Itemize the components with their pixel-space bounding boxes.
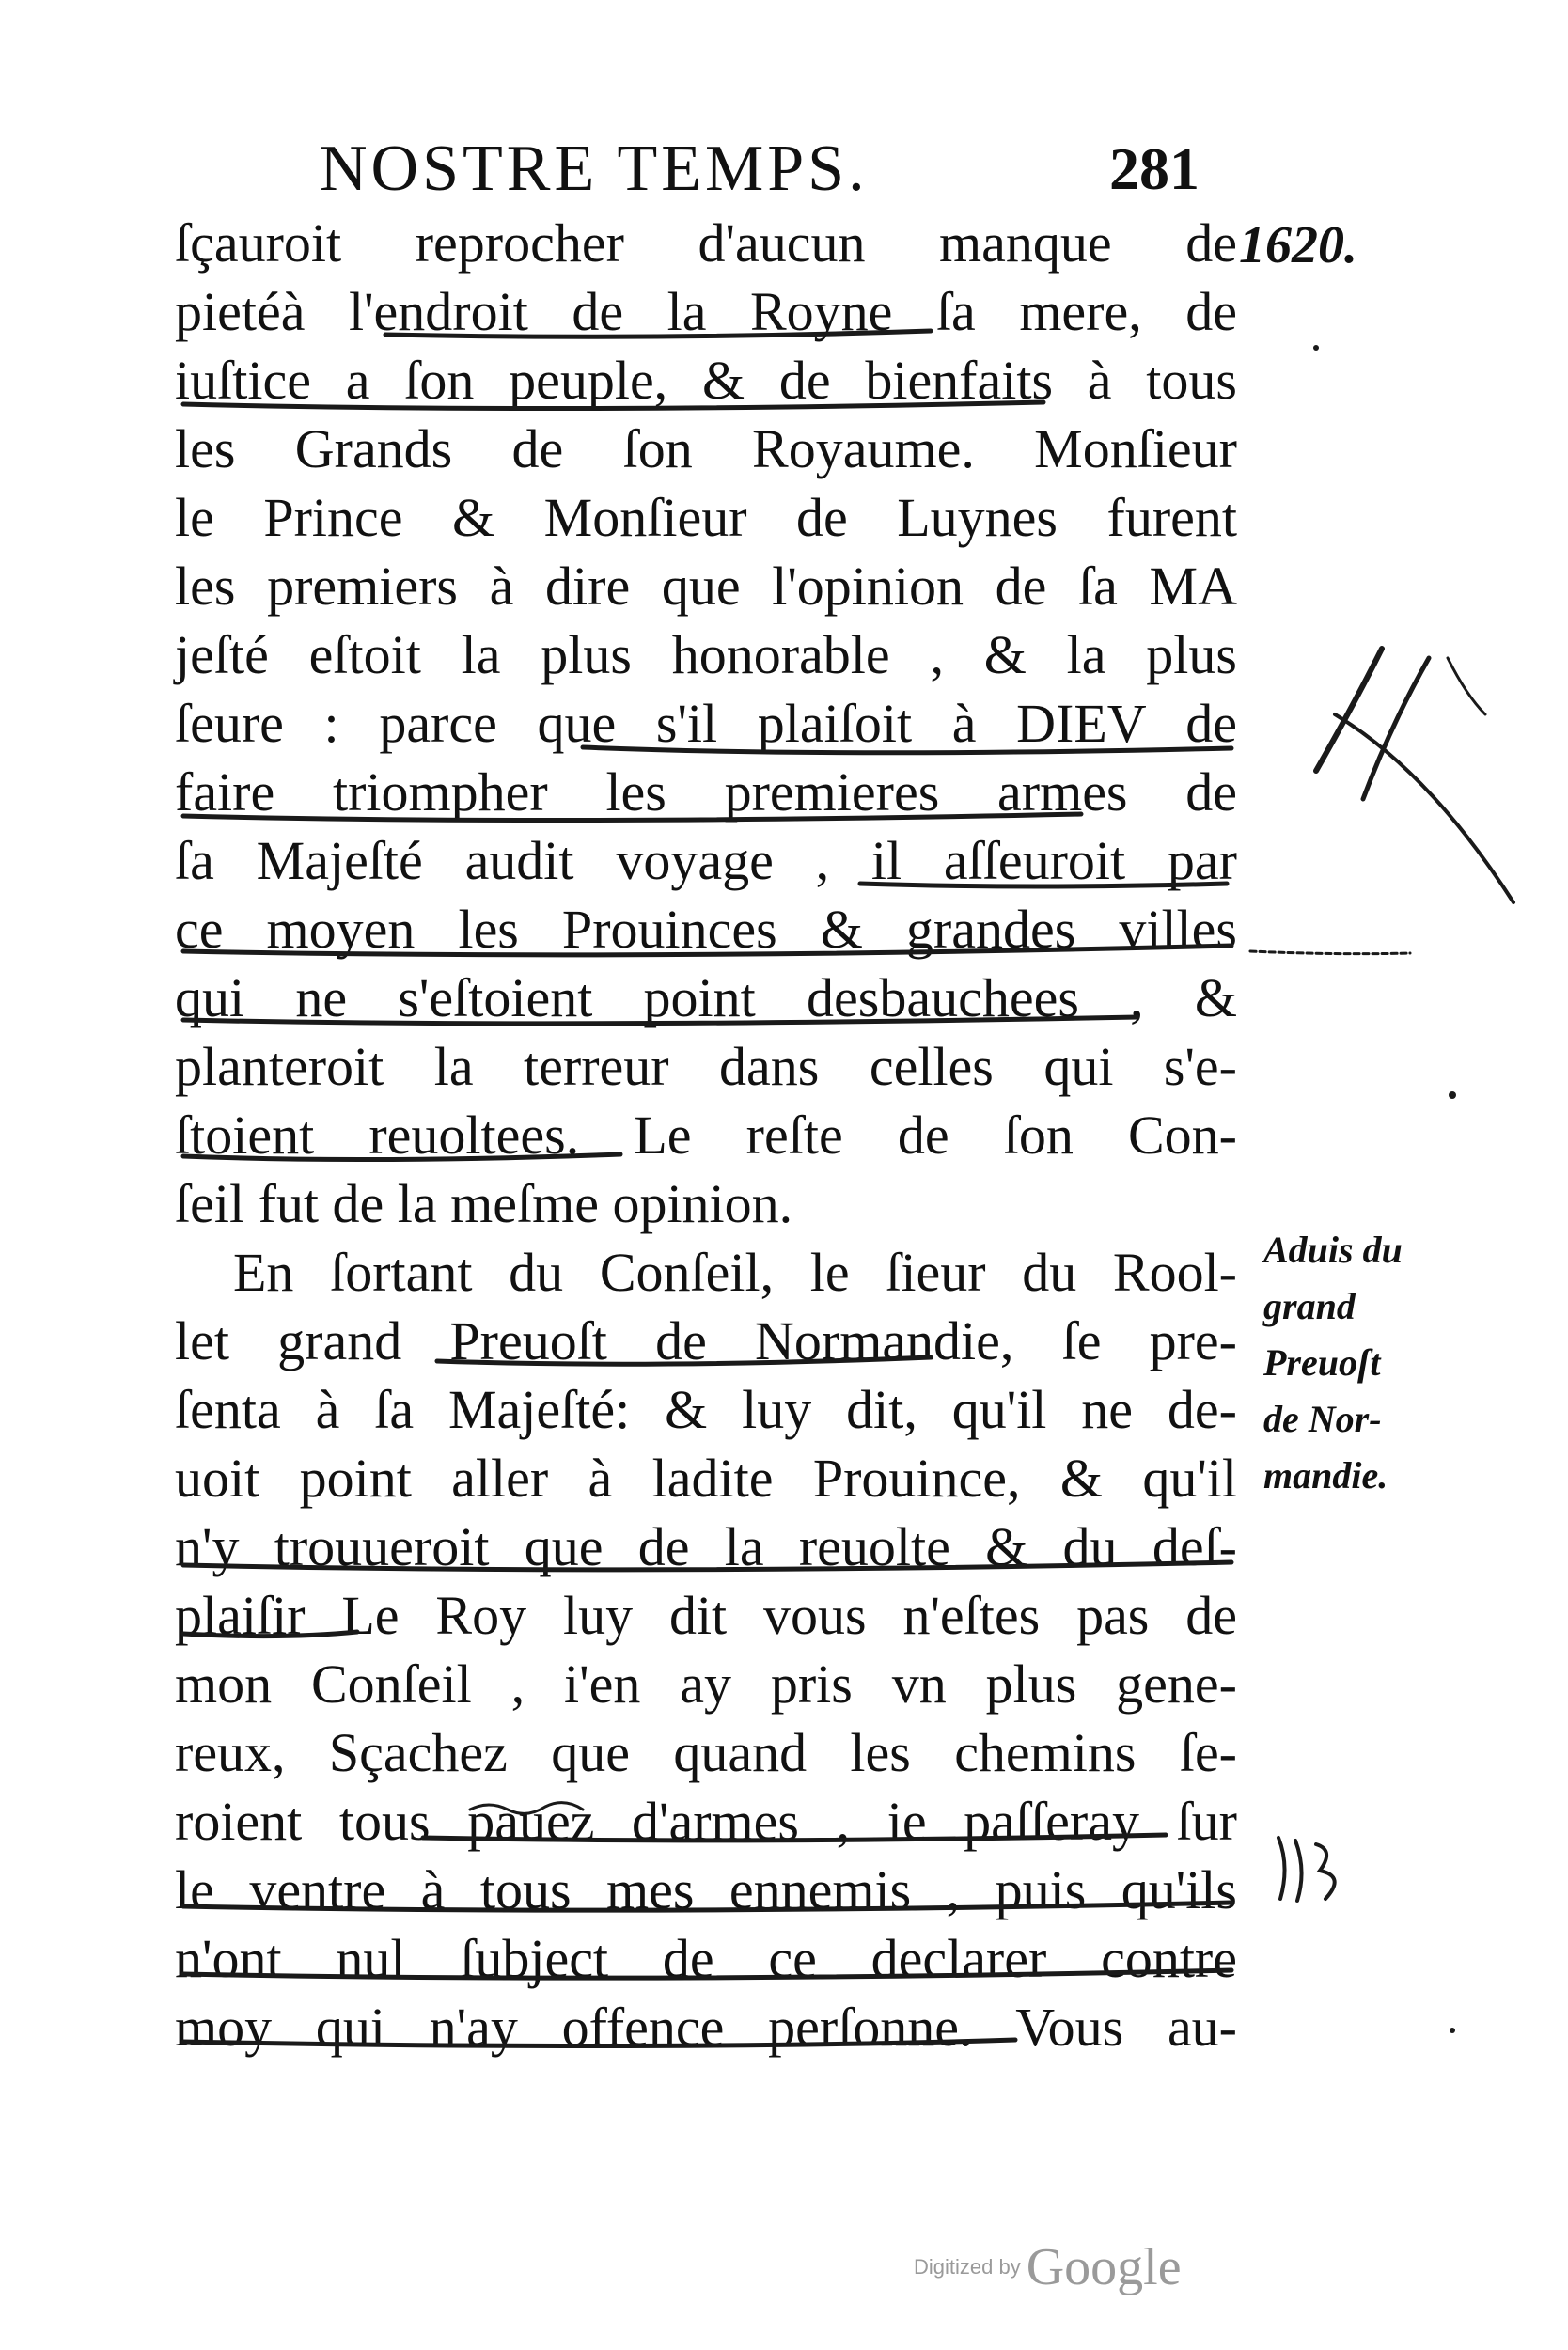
digitized-by-text: Digitized by [914,2255,1021,2279]
margin-cross-mark [1335,714,1513,902]
margin-dash [1250,951,1410,954]
text-line: ce moyen les Prouinces & grandes villes [175,899,1237,960]
margin-scribble [1278,1838,1335,1901]
margin-note-line: mandie. [1263,1454,1388,1496]
text-line: uoit point aller à ladite Prouince, & qu'il [175,1448,1237,1509]
margin-year: 1620. [1239,216,1357,274]
text-line: mon Conſeil , i'en ay pris vn plus gene- [175,1653,1237,1715]
stray-dot [1450,2028,1455,2033]
margin-note [1263,1222,1451,1504]
text-line: planteroit la terreur dans celles qui s'e- [175,1036,1237,1097]
text-line: le ventre à tous mes ennemis , puis qu'ils [175,1859,1237,1920]
text-line: n'y trouueroit que de la reuolte & du deſ- [175,1516,1237,1577]
text-line: ſçauroit reprocher d'aucun manque de [175,212,1237,274]
margin-note-line: grand [1263,1285,1356,1327]
page-number: 281 [1109,135,1200,202]
text-line: ſenta à ſa Majeſté: & luy dit, qu'il ne de- [175,1379,1237,1440]
text-line: jeſté eſtoit la plus honorable , & la plus [175,624,1237,685]
margin-cross-mark [1316,649,1382,771]
text-line: le Prince & Monſieur de Luynes furent [175,487,1237,548]
text-line: ſa Majeſté audit voyage , il aſſeuroit par [175,830,1237,891]
text-line: plaiſir Le Roy luy dit vous n'eſtes pas de [175,1585,1237,1646]
text-line: qui ne s'eſtoient point desbauchees , & [175,967,1237,1028]
margin-cross-mark [1363,658,1429,799]
text-line: ſeure : parce que s'il plaiſoit à DIEV de [175,693,1237,754]
text-line: roient tous pauez d'armes , ie paſſeray ſur [175,1791,1237,1852]
text-line: ſtoient reuoltees. Le reſte de ſon Con- [175,1104,1237,1166]
margin-note-line: Preuoſt [1263,1341,1381,1384]
running-head [320,132,1260,207]
text-line: let grand Preuoſt de Normandie, ſe pre- [175,1310,1237,1371]
text-line: faire triompher les premieres armes de [175,761,1237,822]
text-line: pietéà l'endroit de la Royne ſa mere, de [175,281,1237,342]
body-text [175,209,1237,2061]
text-line: En ſortant du Conſeil, le ſieur du Rool- [233,1242,1237,1303]
text-line: reux, Sçachez que quand les chemins ſe- [175,1722,1237,1783]
running-title: NOSTRE TEMPS. [320,133,869,205]
digitized-watermark [914,2237,1182,2312]
text-line: les Grands de ſon Royaume. Monſieur [175,418,1237,479]
margin-note-line: de Nor- [1263,1398,1382,1440]
text-line: ſeil fut de la meſme opinion. [175,1173,793,1234]
google-logo: Google [1026,2238,1182,2296]
text-line: moy qui n'ay offence perſonne. Vous au- [175,1997,1237,2058]
text-line: iuſtice a ſon peuple, & de bienfaits à tous [175,350,1237,411]
stray-dot [1449,1091,1456,1099]
text-line: les premiers à dire que l'opinion de ſa MA [175,556,1237,617]
margin-cross-mark [1448,658,1485,714]
margin-note-line: Aduis du [1263,1229,1403,1271]
text-line: n'ont nul ſubject de ce declarer contre [175,1928,1237,1989]
stray-dot [1313,345,1319,351]
